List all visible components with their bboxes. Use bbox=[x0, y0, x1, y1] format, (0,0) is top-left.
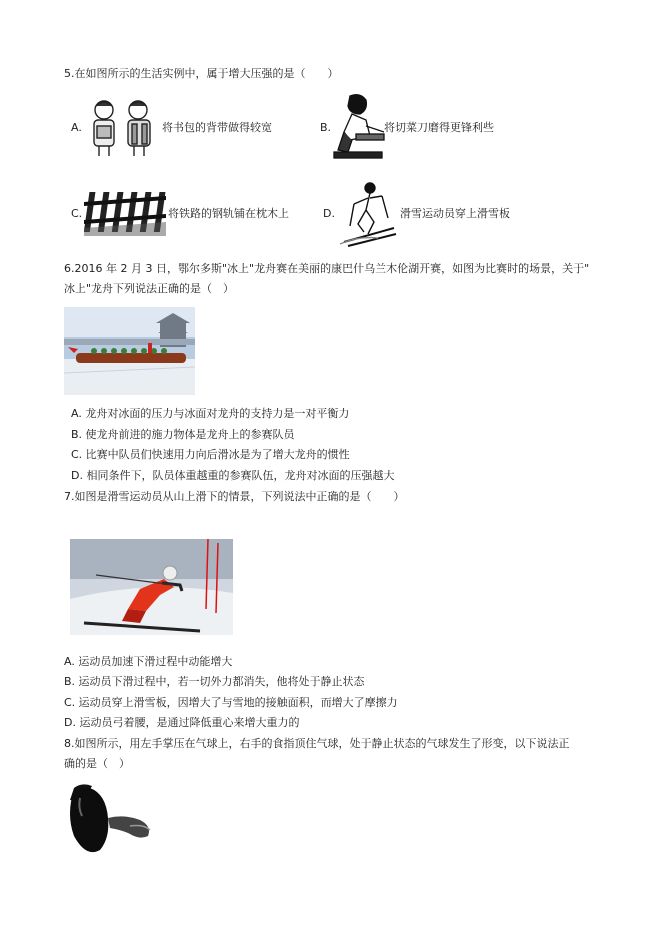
q7-option-a: A. 运动员加速下滑过程中动能增大 bbox=[64, 655, 233, 668]
q8-stem-line2: 确的是（ ） bbox=[64, 757, 130, 770]
q5-option-d-letter: D. bbox=[323, 207, 335, 220]
q6-stem-line1: 6.2016 年 2 月 3 日，鄂尔多斯"冰上"龙舟赛在美丽的康巴什乌兰木伦湖开赛，如图为比赛时的场景，关于" bbox=[64, 262, 590, 275]
q6-option-b: B. 使龙舟前进的施力物体是龙舟上的参赛队员 bbox=[71, 428, 295, 441]
q7-option-d: D. 运动员弓着腰，是通过降低重心来增大重力的 bbox=[64, 716, 300, 729]
q5-stem: 5.在如图所示的生活实例中，属于增大压强的是（ ） bbox=[64, 67, 339, 80]
q6-stem-line2: 冰上"龙舟下列说法正确的是（ ） bbox=[64, 282, 235, 295]
balloon-finger-press-illustration bbox=[64, 778, 154, 860]
students-backpack-illustration bbox=[82, 96, 162, 158]
q5-option-b-text: 将切菜刀磨得更锋利些 bbox=[384, 121, 494, 134]
q8-stem-line1: 8.如图所示，用左手掌压在气球上，右手的食指顶住气球，处于静止状态的气球发生了形变，以下说法正 bbox=[64, 737, 570, 750]
q5-option-a-letter: A. bbox=[71, 121, 82, 134]
skier-illustration-small bbox=[338, 178, 400, 248]
q5-option-a-text: 将书包的背带做得较宽 bbox=[162, 121, 272, 134]
q6-option-c: C. 比赛中队员们快速用力向后滑冰是为了增大龙舟的惯性 bbox=[71, 448, 350, 461]
downhill-skier-photo bbox=[70, 539, 233, 635]
q6-option-a: A. 龙舟对冰面的压力与冰面对龙舟的支持力是一对平衡力 bbox=[71, 407, 350, 420]
ice-dragon-boat-photo bbox=[64, 307, 195, 395]
q5-option-b-letter: B. bbox=[320, 121, 332, 134]
railway-sleepers-illustration bbox=[84, 188, 166, 236]
q5-option-c-text: 将铁路的钢轨铺在枕木上 bbox=[168, 207, 289, 220]
knife-sharpening-illustration bbox=[330, 92, 386, 162]
q6-option-d: D. 相同条件下，队员体重越重的参赛队伍，龙舟对冰面的压强越大 bbox=[71, 469, 395, 482]
q7-option-b: B. 运动员下滑过程中，若一切外力都消失，他将处于静止状态 bbox=[64, 675, 365, 688]
q5-option-d-text: 滑雪运动员穿上滑雪板 bbox=[400, 207, 510, 220]
q5-option-c-letter: C. bbox=[71, 207, 83, 220]
q7-stem: 7.如图是滑雪运动员从山上滑下的情景，下列说法中正确的是（ ） bbox=[64, 490, 405, 503]
q7-option-c: C. 运动员穿上滑雪板，因增大了与雪地的接触面积，而增大了摩擦力 bbox=[64, 696, 398, 709]
